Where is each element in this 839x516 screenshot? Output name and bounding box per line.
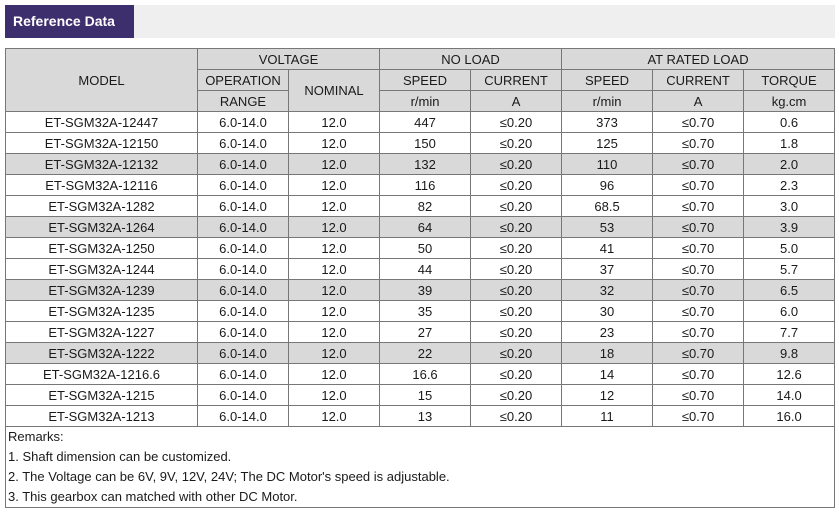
nominal-cell: 12.0 bbox=[289, 196, 380, 217]
header-nominal: NOMINAL bbox=[289, 70, 380, 112]
nl-speed-cell: 22 bbox=[380, 343, 471, 364]
range-cell: 6.0-14.0 bbox=[198, 406, 289, 427]
range-cell: 6.0-14.0 bbox=[198, 175, 289, 196]
nl-speed-cell: 27 bbox=[380, 322, 471, 343]
range-cell: 6.0-14.0 bbox=[198, 154, 289, 175]
rl-torque-cell: 3.9 bbox=[744, 217, 835, 238]
model-cell: ET-SGM32A-1244 bbox=[6, 259, 198, 280]
header-no-load: NO LOAD bbox=[380, 49, 562, 70]
rl-speed-cell: 37 bbox=[562, 259, 653, 280]
rl-speed-cell: 125 bbox=[562, 133, 653, 154]
range-cell: 6.0-14.0 bbox=[198, 343, 289, 364]
rl-current-cell: ≤0.70 bbox=[653, 238, 744, 259]
rl-torque-cell: 14.0 bbox=[744, 385, 835, 406]
range-cell: 6.0-14.0 bbox=[198, 301, 289, 322]
rl-speed-cell: 23 bbox=[562, 322, 653, 343]
nl-speed-cell: 16.6 bbox=[380, 364, 471, 385]
remark-line: 1. Shaft dimension can be customized. bbox=[8, 449, 232, 464]
table-row bbox=[6, 343, 835, 364]
model-cell: ET-SGM32A-12447 bbox=[6, 112, 198, 133]
rl-current-cell: ≤0.70 bbox=[653, 301, 744, 322]
reference-table bbox=[5, 48, 835, 508]
rl-current-cell: ≤0.70 bbox=[653, 259, 744, 280]
table-row bbox=[6, 112, 835, 133]
nl-current-cell: ≤0.20 bbox=[471, 133, 562, 154]
model-cell: ET-SGM32A-1239 bbox=[6, 280, 198, 301]
nl-speed-cell: 64 bbox=[380, 217, 471, 238]
nl-current-cell: ≤0.20 bbox=[471, 322, 562, 343]
nl-speed-cell: 82 bbox=[380, 196, 471, 217]
rl-current-cell: ≤0.70 bbox=[653, 196, 744, 217]
unit-nl-speed: r/min bbox=[380, 91, 471, 112]
header-nl-current: CURRENT bbox=[471, 70, 562, 91]
rl-current-cell: ≤0.70 bbox=[653, 133, 744, 154]
rl-current-cell: ≤0.70 bbox=[653, 112, 744, 133]
table-row bbox=[6, 175, 835, 196]
nl-current-cell: ≤0.20 bbox=[471, 343, 562, 364]
nl-current-cell: ≤0.20 bbox=[471, 364, 562, 385]
nl-current-cell: ≤0.20 bbox=[471, 196, 562, 217]
nominal-cell: 12.0 bbox=[289, 385, 380, 406]
nl-current-cell: ≤0.20 bbox=[471, 217, 562, 238]
header-bar bbox=[5, 5, 835, 38]
rl-torque-cell: 2.0 bbox=[744, 154, 835, 175]
rl-current-cell: ≤0.70 bbox=[653, 322, 744, 343]
range-cell: 6.0-14.0 bbox=[198, 133, 289, 154]
rl-speed-cell: 373 bbox=[562, 112, 653, 133]
header-rl-speed: SPEED bbox=[562, 70, 653, 91]
rl-speed-cell: 30 bbox=[562, 301, 653, 322]
nl-current-cell: ≤0.20 bbox=[471, 385, 562, 406]
nl-speed-cell: 13 bbox=[380, 406, 471, 427]
table-row bbox=[6, 196, 835, 217]
table-row bbox=[6, 322, 835, 343]
rl-current-cell: ≤0.70 bbox=[653, 217, 744, 238]
unit-rl-speed: r/min bbox=[562, 91, 653, 112]
unit-rl-current: A bbox=[653, 91, 744, 112]
nl-current-cell: ≤0.20 bbox=[471, 154, 562, 175]
section-title: Reference Data bbox=[5, 5, 134, 38]
rl-torque-cell: 5.7 bbox=[744, 259, 835, 280]
range-cell: 6.0-14.0 bbox=[198, 238, 289, 259]
rl-torque-cell: 6.0 bbox=[744, 301, 835, 322]
range-cell: 6.0-14.0 bbox=[198, 364, 289, 385]
remark-line: 2. The Voltage can be 6V, 9V, 12V, 24V; The DC Motor's speed is adjustable. bbox=[8, 469, 450, 484]
header-voltage: VOLTAGE bbox=[198, 49, 380, 70]
nominal-cell: 12.0 bbox=[289, 364, 380, 385]
nl-current-cell: ≤0.20 bbox=[471, 301, 562, 322]
table-row bbox=[6, 301, 835, 322]
model-cell: ET-SGM32A-1227 bbox=[6, 322, 198, 343]
nl-speed-cell: 447 bbox=[380, 112, 471, 133]
model-cell: ET-SGM32A-12116 bbox=[6, 175, 198, 196]
header-rl-torque: TORQUE bbox=[744, 70, 835, 91]
rl-torque-cell: 5.0 bbox=[744, 238, 835, 259]
nl-speed-cell: 35 bbox=[380, 301, 471, 322]
nominal-cell: 12.0 bbox=[289, 259, 380, 280]
rl-current-cell: ≤0.70 bbox=[653, 385, 744, 406]
table-row bbox=[6, 259, 835, 280]
header-model: MODEL bbox=[6, 49, 198, 112]
rl-speed-cell: 11 bbox=[562, 406, 653, 427]
nominal-cell: 12.0 bbox=[289, 406, 380, 427]
header-nl-speed: SPEED bbox=[380, 70, 471, 91]
rl-torque-cell: 7.7 bbox=[744, 322, 835, 343]
rl-current-cell: ≤0.70 bbox=[653, 343, 744, 364]
table-row bbox=[6, 406, 835, 427]
nl-speed-cell: 15 bbox=[380, 385, 471, 406]
range-cell: 6.0-14.0 bbox=[198, 112, 289, 133]
rl-torque-cell: 6.5 bbox=[744, 280, 835, 301]
table-row bbox=[6, 133, 835, 154]
model-cell: ET-SGM32A-12150 bbox=[6, 133, 198, 154]
rl-torque-cell: 3.0 bbox=[744, 196, 835, 217]
model-cell: ET-SGM32A-1215 bbox=[6, 385, 198, 406]
model-cell: ET-SGM32A-1250 bbox=[6, 238, 198, 259]
nl-speed-cell: 50 bbox=[380, 238, 471, 259]
table-row bbox=[6, 238, 835, 259]
unit-nl-current: A bbox=[471, 91, 562, 112]
header-rated-load: AT RATED LOAD bbox=[562, 49, 835, 70]
nl-speed-cell: 150 bbox=[380, 133, 471, 154]
rl-current-cell: ≤0.70 bbox=[653, 406, 744, 427]
rl-torque-cell: 12.6 bbox=[744, 364, 835, 385]
nominal-cell: 12.0 bbox=[289, 238, 380, 259]
range-cell: 6.0-14.0 bbox=[198, 385, 289, 406]
rl-current-cell: ≤0.70 bbox=[653, 364, 744, 385]
nominal-cell: 12.0 bbox=[289, 343, 380, 364]
model-cell: ET-SGM32A-1264 bbox=[6, 217, 198, 238]
rl-current-cell: ≤0.70 bbox=[653, 154, 744, 175]
rl-torque-cell: 2.3 bbox=[744, 175, 835, 196]
rl-speed-cell: 32 bbox=[562, 280, 653, 301]
range-cell: 6.0-14.0 bbox=[198, 196, 289, 217]
nominal-cell: 12.0 bbox=[289, 154, 380, 175]
rl-speed-cell: 14 bbox=[562, 364, 653, 385]
rl-torque-cell: 1.8 bbox=[744, 133, 835, 154]
range-cell: 6.0-14.0 bbox=[198, 322, 289, 343]
nl-current-cell: ≤0.20 bbox=[471, 406, 562, 427]
nl-current-cell: ≤0.20 bbox=[471, 175, 562, 196]
nominal-cell: 12.0 bbox=[289, 301, 380, 322]
nl-speed-cell: 116 bbox=[380, 175, 471, 196]
rl-torque-cell: 16.0 bbox=[744, 406, 835, 427]
table-row bbox=[6, 217, 835, 238]
rl-speed-cell: 68.5 bbox=[562, 196, 653, 217]
remarks-box bbox=[6, 427, 835, 508]
nominal-cell: 12.0 bbox=[289, 112, 380, 133]
nl-current-cell: ≤0.20 bbox=[471, 238, 562, 259]
nl-current-cell: ≤0.20 bbox=[471, 259, 562, 280]
header-operation: OPERATION bbox=[198, 70, 289, 91]
nominal-cell: 12.0 bbox=[289, 280, 380, 301]
rl-speed-cell: 18 bbox=[562, 343, 653, 364]
table-row bbox=[6, 385, 835, 406]
rl-speed-cell: 96 bbox=[562, 175, 653, 196]
rl-speed-cell: 110 bbox=[562, 154, 653, 175]
nl-current-cell: ≤0.20 bbox=[471, 280, 562, 301]
range-cell: 6.0-14.0 bbox=[198, 280, 289, 301]
nl-speed-cell: 44 bbox=[380, 259, 471, 280]
nominal-cell: 12.0 bbox=[289, 133, 380, 154]
model-cell: ET-SGM32A-12132 bbox=[6, 154, 198, 175]
remark-line: 3. This gearbox can matched with other DC Motor. bbox=[8, 489, 298, 504]
nl-speed-cell: 39 bbox=[380, 280, 471, 301]
range-cell: 6.0-14.0 bbox=[198, 259, 289, 280]
model-cell: ET-SGM32A-1222 bbox=[6, 343, 198, 364]
rl-current-cell: ≤0.70 bbox=[653, 280, 744, 301]
range-cell: 6.0-14.0 bbox=[198, 217, 289, 238]
model-cell: ET-SGM32A-1235 bbox=[6, 301, 198, 322]
nl-speed-cell: 132 bbox=[380, 154, 471, 175]
rl-current-cell: ≤0.70 bbox=[653, 175, 744, 196]
rl-speed-cell: 41 bbox=[562, 238, 653, 259]
remarks-title: Remarks: bbox=[8, 429, 64, 444]
table-row bbox=[6, 364, 835, 385]
nl-current-cell: ≤0.20 bbox=[471, 112, 562, 133]
table-row bbox=[6, 280, 835, 301]
nominal-cell: 12.0 bbox=[289, 217, 380, 238]
nominal-cell: 12.0 bbox=[289, 175, 380, 196]
rl-speed-cell: 53 bbox=[562, 217, 653, 238]
table-row bbox=[6, 154, 835, 175]
header-range: RANGE bbox=[198, 91, 289, 112]
model-cell: ET-SGM32A-1216.6 bbox=[6, 364, 198, 385]
model-cell: ET-SGM32A-1213 bbox=[6, 406, 198, 427]
header-rl-current: CURRENT bbox=[653, 70, 744, 91]
nominal-cell: 12.0 bbox=[289, 322, 380, 343]
rl-speed-cell: 12 bbox=[562, 385, 653, 406]
model-cell: ET-SGM32A-1282 bbox=[6, 196, 198, 217]
unit-rl-torque: kg.cm bbox=[744, 91, 835, 112]
rl-torque-cell: 9.8 bbox=[744, 343, 835, 364]
rl-torque-cell: 0.6 bbox=[744, 112, 835, 133]
